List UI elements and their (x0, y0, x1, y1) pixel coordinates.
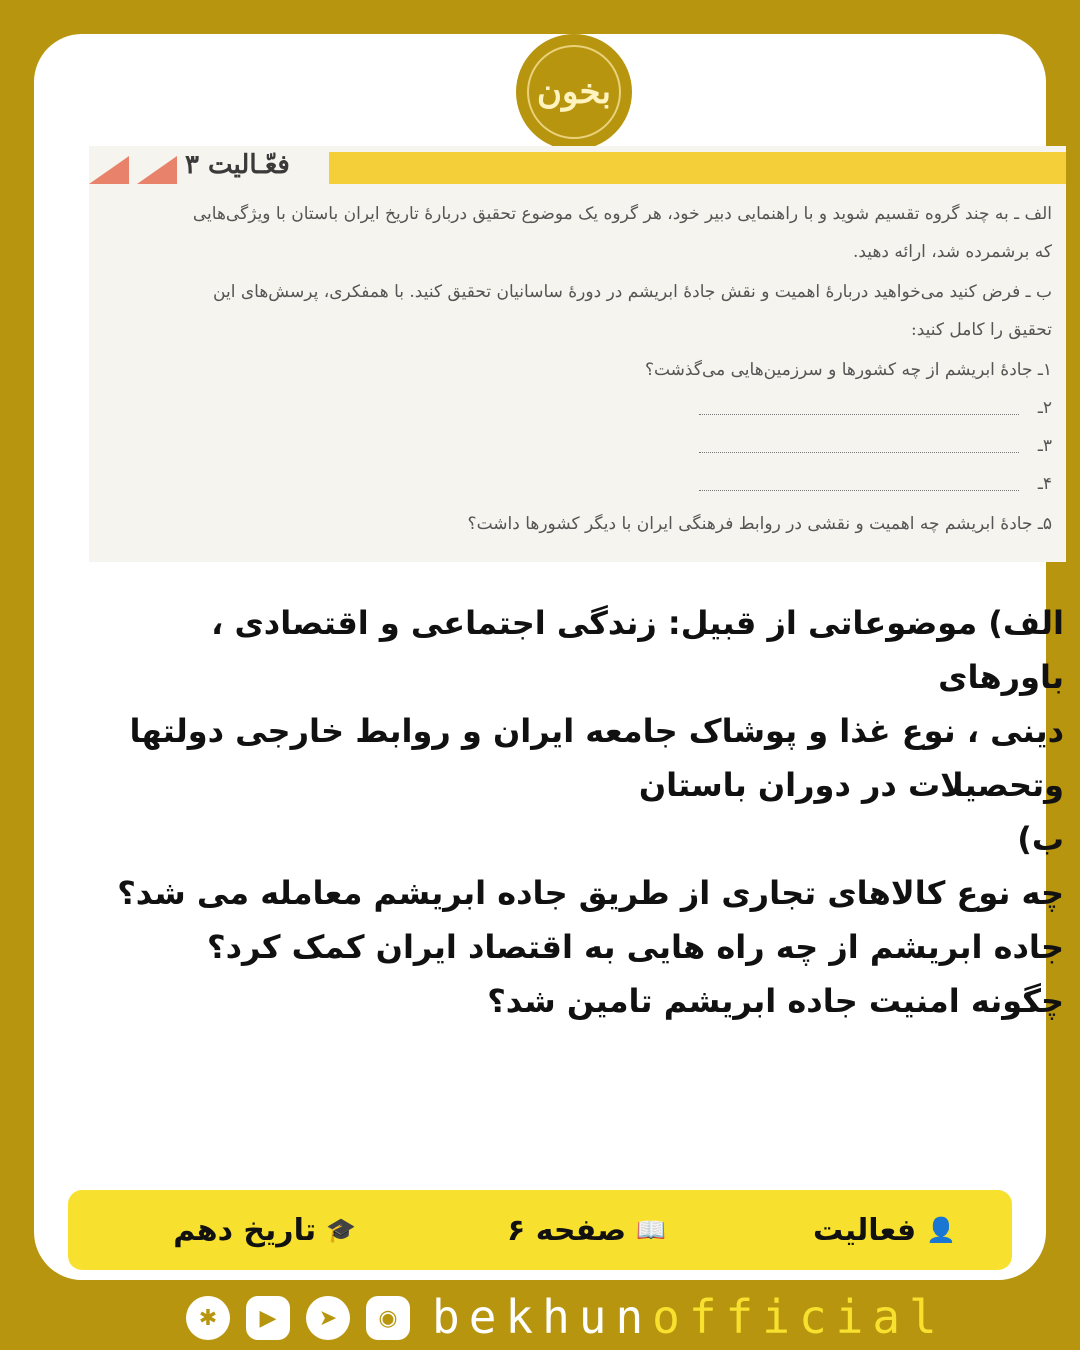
excerpt-question: ۴ـ (1037, 474, 1052, 494)
excerpt-question: ۳ـ (1037, 436, 1052, 456)
excerpt-line: الف ـ به چند گروه تقسیم شوید و با راهنمایی دبیر خود، هر گروه یک موضوع تحقیق دربارهٔ تاریخ ایران باستان با ویژگی‌هایی (192, 204, 1052, 224)
book-label: تاریخ دهم (173, 1212, 317, 1248)
triangle-decoration-icon (89, 156, 129, 184)
activity-title: فعّـالیت ۳ (185, 150, 290, 180)
excerpt-line: که برشمرده شد، ارائه دهید. (852, 242, 1052, 262)
telegram-icon[interactable]: ➤ (306, 1296, 350, 1340)
info-bar (68, 1190, 1012, 1270)
answer-line: چه نوع کالاهای تجاری از طریق جاده ابریشم معامله می شد؟ (117, 874, 1064, 912)
youtube-icon[interactable]: ▶ (246, 1296, 290, 1340)
brand-main: bekhun (432, 1290, 653, 1344)
answer-line: الف) موضوعاتی از قبیل: زندگی اجتماعی و اقتصادی ، باورهای (211, 604, 1064, 696)
answer-text (104, 596, 1064, 1028)
activity-label: فعالیت (812, 1212, 917, 1248)
answer-line: چگونه امنیت جاده ابریشم تامین شد؟ (487, 982, 1064, 1020)
answer-line: ب) (1017, 820, 1064, 858)
answer-line: وتحصیلات در دوران باستان (638, 766, 1064, 804)
triangle-decoration-icon (137, 156, 177, 184)
content-card (34, 34, 1064, 1280)
excerpt-question: ۵ـ جادهٔ ابریشم چه اهمیت و نقشی در روابط فرهنگی ایران با دیگر کشورها داشت؟ (467, 514, 1052, 534)
book-icon: 📖 (636, 1216, 666, 1244)
logo-mark: بخون (527, 45, 621, 139)
social-bar (180, 1290, 946, 1346)
blank-line (699, 490, 1019, 491)
graduation-cap-icon: 🎓 (326, 1216, 356, 1244)
excerpt-question: ۲ـ (1037, 398, 1052, 418)
answer-line: دینی ، نوع غذا و پوشاک جامعه ایران و روابط خارجی دولتها (129, 712, 1064, 750)
excerpt-line: تحقیق را کامل کنید: (910, 320, 1052, 340)
brand-accent: official (652, 1290, 946, 1344)
textbook-excerpt (89, 146, 1066, 562)
activity-info (813, 1206, 956, 1254)
answer-line: جاده ابریشم از چه راه هایی به اقتصاد ایران کمک کرد؟ (207, 928, 1064, 966)
excerpt-line: ب ـ فرض کنید می‌خواهید دربارهٔ اهمیت و نقش جادهٔ ابریشم در دورهٔ ساسانیان تحقیق کنید. با همفکری، پرسش‌های این (213, 282, 1052, 302)
book-info (173, 1206, 356, 1254)
page-label: صفحه ۶ (506, 1212, 627, 1248)
brand-logo (516, 34, 632, 150)
excerpt-question: ۱ـ جادهٔ ابریشم از چه کشورها و سرزمین‌هایی می‌گذشت؟ (644, 360, 1052, 380)
brand-handle[interactable] (432, 1290, 946, 1344)
aparat-icon[interactable]: ✱ (186, 1296, 230, 1340)
activity-header-bar (329, 152, 1066, 184)
blank-line (699, 414, 1019, 415)
teacher-icon: 👤 (926, 1216, 956, 1244)
page-info (507, 1206, 666, 1254)
instagram-icon[interactable]: ◉ (366, 1296, 410, 1340)
blank-line (699, 452, 1019, 453)
